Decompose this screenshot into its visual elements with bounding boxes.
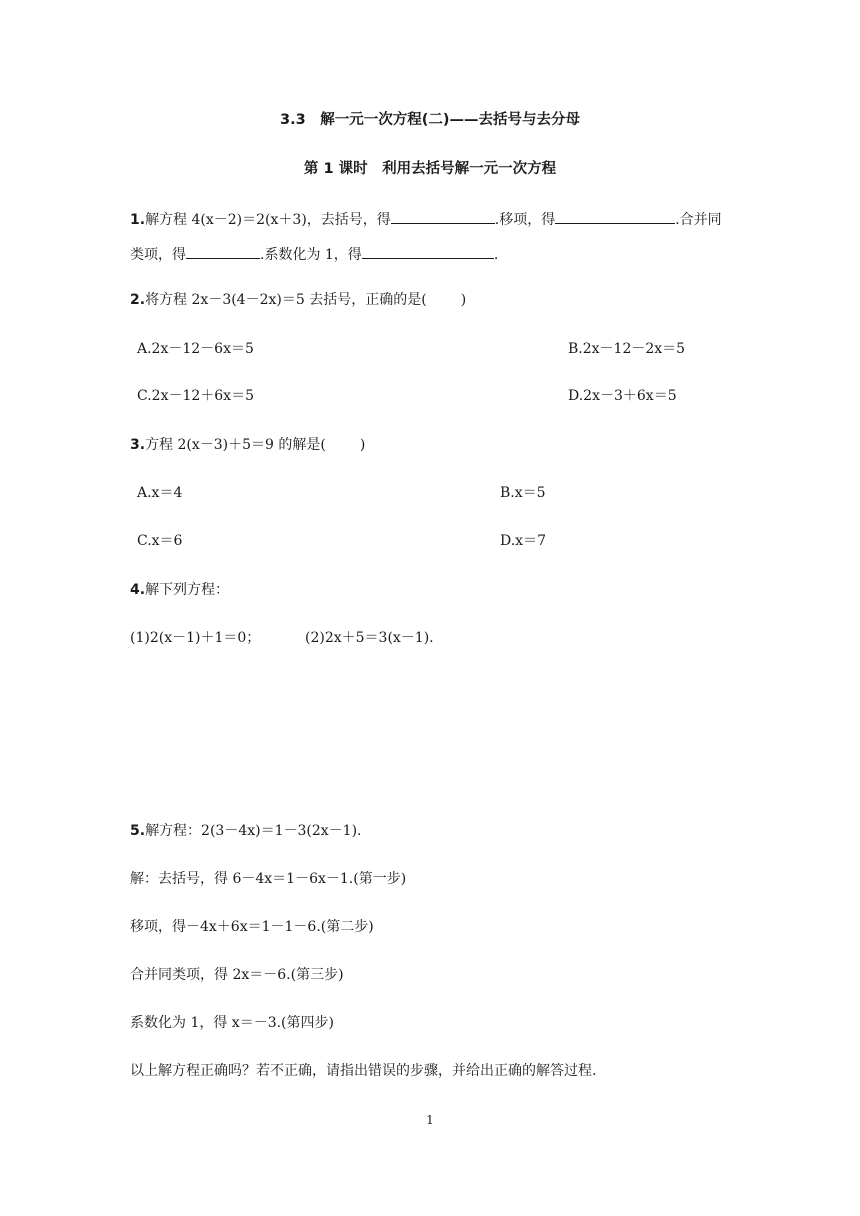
option-c[interactable]: C.2x－12＋6x＝5: [137, 388, 254, 404]
solution-step-4: 系数化为 1，得 x＝－3.(第四步): [130, 1015, 334, 1031]
answer-blank[interactable]: [555, 208, 675, 224]
question-5-prompt: 以上解方程正确吗？若不正确，请指出错误的步骤，并给出正确的解答过程.: [130, 1063, 597, 1079]
question-1-line-2: [130, 243, 498, 265]
question-number: 2.: [130, 292, 146, 308]
option-d[interactable]: D.2x－3＋6x＝5: [568, 388, 677, 404]
question-number: 1.: [130, 212, 146, 228]
option-a[interactable]: A.x＝4: [137, 485, 183, 501]
lesson-subtitle: 第 1 课时 利用去括号解一元一次方程: [303, 161, 557, 177]
solution-step-2: 移项，得－4x＋6x＝1－1－6.(第二步): [130, 919, 374, 935]
question-3-stem: [130, 435, 365, 455]
question-number: 4.: [130, 582, 146, 598]
question-text: .移项，得: [494, 212, 556, 228]
question-text: 将方程 2x－3(4－2x)＝5 去括号，正确的是(: [145, 292, 427, 308]
question-text: ): [359, 437, 366, 453]
question-number: 5.: [130, 823, 146, 839]
section-title: 3.3 解一元一次方程(二)——去括号与去分母: [280, 112, 580, 128]
solution-step-1: 解：去括号，得 6－4x＝1－6x－1.(第一步): [130, 871, 407, 887]
question-text: ): [460, 292, 467, 308]
question-1-line-1: [130, 208, 722, 230]
question-text: .合并同: [675, 212, 722, 228]
question-4-stem: [130, 580, 229, 600]
option-a[interactable]: A.2x－12－6x＝5: [137, 341, 254, 357]
question-4-part-1: (1)2(x－1)＋1＝0；: [130, 630, 261, 646]
question-5-stem: [130, 821, 362, 841]
page-number: 1: [426, 1113, 434, 1127]
question-text: 类项，得: [130, 247, 186, 263]
question-text: 解方程 4(x－2)＝2(x＋3)，去括号，得: [145, 212, 391, 228]
question-text: .: [493, 247, 499, 263]
solution-step-3: 合并同类项，得 2x＝－6.(第三步): [130, 967, 344, 983]
question-text: 解下列方程：: [145, 582, 230, 598]
question-2-stem: [130, 290, 466, 310]
answer-blank[interactable]: [186, 243, 260, 259]
question-text: .系数化为 1，得: [260, 247, 362, 263]
option-c[interactable]: C.x＝6: [137, 533, 183, 549]
question-number: 3.: [130, 437, 146, 453]
question-text: 解方程：2(3－4x)＝1－3(2x－1).: [145, 823, 362, 839]
option-b[interactable]: B.2x－12－2x＝5: [568, 341, 686, 357]
answer-blank[interactable]: [362, 243, 494, 259]
question-text: 方程 2(x－3)＋5＝9 的解是(: [145, 437, 326, 453]
option-b[interactable]: B.x＝5: [500, 485, 546, 501]
question-4-part-2: (2)2x＋5＝3(x－1).: [305, 630, 434, 646]
option-d[interactable]: D.x＝7: [500, 533, 546, 549]
answer-blank[interactable]: [391, 208, 495, 224]
